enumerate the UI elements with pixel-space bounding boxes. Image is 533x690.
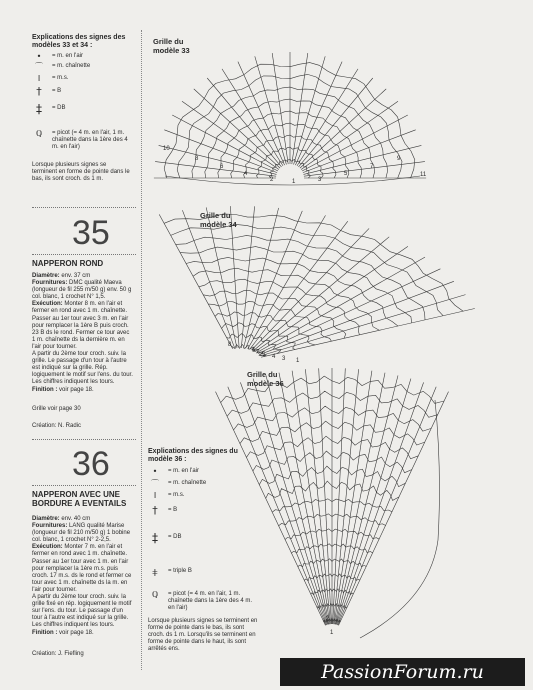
model-36-para: Diamètre: env. 40 cm <box>32 516 91 522</box>
stitch-spoke <box>255 56 287 164</box>
stitch-spoke <box>216 392 326 626</box>
ring-arc <box>164 63 415 178</box>
stitch-spoke <box>333 368 346 624</box>
model-35-para: Diamètre: env. 37 cm <box>32 273 91 279</box>
stitch-spoke <box>304 162 425 177</box>
stitch-spoke <box>292 53 308 164</box>
db-icon: ‡ <box>152 531 158 545</box>
ring-arc <box>186 257 398 326</box>
stitch-spoke <box>253 379 328 625</box>
legend-text: = B <box>52 88 62 94</box>
model-35-grid-ref: Grille voir page 30 <box>32 406 81 412</box>
stitch-spoke <box>257 257 425 353</box>
legend-row-picot: ℚ = picot (= 4 m. en l'air, 1 m. chaînette dans la 1ère des 4 m. en l'air) <box>148 591 260 612</box>
legend-36-title: Explications des signes du modèle 36 : <box>148 448 238 463</box>
row-number: 2 <box>326 616 330 622</box>
row-number: 5 <box>344 171 348 177</box>
stitch-spoke <box>295 62 342 166</box>
picot-icon: ℚ <box>151 590 159 599</box>
grid-36-label: Grille du modèle 36 <box>247 370 284 388</box>
model-36-number: 36 <box>72 445 110 483</box>
stitch-spoke <box>334 371 372 625</box>
stitch-spoke <box>337 382 424 624</box>
row-number: 4 <box>244 171 248 177</box>
db-icon: ‡ <box>36 102 42 116</box>
grid-33-label: Grille du modèle 33 <box>153 37 190 55</box>
stitch-spoke <box>230 206 239 348</box>
stitch-spoke <box>240 382 327 624</box>
stitch-spoke <box>279 373 329 625</box>
row-number: 9 <box>397 156 401 162</box>
stitch-spoke <box>336 375 398 624</box>
b-icon: † <box>152 504 158 517</box>
stitch-spoke <box>336 379 411 625</box>
legend-33-34-note: Lorsque plusieurs signes se terminent en forme de pointe dans le bas, ils sont croch. ds 1 m. <box>32 162 130 182</box>
stitch-spoke <box>207 78 281 167</box>
stitch-spoke <box>261 309 475 358</box>
stitch-spoke <box>299 78 373 167</box>
legend-row-b: † = B <box>148 507 258 515</box>
grid-33-diagram <box>154 52 426 185</box>
picot-icon: ℚ <box>35 129 43 138</box>
model-35-number: 35 <box>72 214 110 252</box>
dot-icon: • <box>36 52 42 61</box>
row-number: 2 <box>270 177 274 183</box>
row-number: 10 <box>163 146 170 152</box>
model-36-title: NAPPERON AVEC UNE BORDURE A EVENTAILS <box>32 490 127 508</box>
stitch-spoke <box>228 387 326 625</box>
model-36-para: Fournitures: LANG qualité Marise (longueur de fil 210 m/50 g) 1 bobine col. blanc, 1 crochet N° 2-2,5. <box>32 523 131 544</box>
row-number: 3 <box>282 356 286 362</box>
stitch-spoke <box>206 207 237 348</box>
row-number: 5 <box>262 352 266 358</box>
row-number: 1 <box>292 179 296 185</box>
model-35-para: Finition : voir page 18. <box>32 386 94 393</box>
grid-34-diagram <box>159 206 475 357</box>
model-35-para: Exécution: Monter 8 m. en l'air et fermer en rond avec 1 m. chaînette. Passer au 1er tour avec 3 m. en l'air pour remplacer la 1ère B puis croch. 23 B ds le rond. Fermer ce tour avec 1 m. chaînette ds la dernière m. en l'air pour tourner. <box>32 301 130 350</box>
row-number: 11 <box>420 172 427 178</box>
legend-text: = DB <box>52 105 66 111</box>
row-number: 8 <box>195 156 199 162</box>
stitch-spoke <box>297 69 358 166</box>
dot-icon: • <box>152 467 158 476</box>
grid-36-diagram <box>216 368 449 638</box>
row-number: 8 <box>228 342 232 348</box>
model-36-creation: Création: J. Fiefling <box>32 651 84 657</box>
legend-row-arc: ⌒ = m. chaînette <box>148 480 258 488</box>
stitch-spoke <box>194 89 280 168</box>
legend-text: = m. chaînette <box>52 63 91 69</box>
model-36-para: Exécution: Monter 7 m. en l'air et fermer en rond avec 1 m. chaînette. Passer au 1er tour avec 1 m. en l'air pour remplacer la 1ère m.s. puis croch. 17 m.s. ds le rond et fermer ce tour avec 1 m. chaînette ds la m. en l'air pour tourner. <box>32 544 132 593</box>
stitch-spoke <box>246 211 303 349</box>
legend-row-dot: • = m. en l'air <box>148 468 258 476</box>
legend-text: = picot (= 4 m. en l'air, 1 m. chaînette dans la 1ère des 4 m. en l'air) <box>52 130 128 150</box>
legend-33-34-title: Explications des signes des modèles 33 et 34 : <box>32 34 126 49</box>
row-number: 3 <box>318 177 322 183</box>
ring-arc <box>180 247 412 323</box>
stitch-spoke <box>182 210 234 348</box>
model-36-para: A partir du 2ème tour croch. suiv. la grille fixé en rép. logiquement le motif sur l'ens. du tour. Le passage d'un tour à l'autre est indiqué sur la grille. Les chiffres indiquent les tours. <box>32 594 132 629</box>
legend-text: = m.s. <box>52 75 69 81</box>
stitch-spoke <box>248 215 326 348</box>
row-number: 7 <box>370 164 374 170</box>
stitch-spoke <box>339 392 449 626</box>
grid-34-label: Grille du modèle 34 <box>200 211 237 229</box>
model-35-title: NAPPERON ROND <box>32 259 104 268</box>
legend-36-note: Lorsque plusieurs signes se terminent en forme de pointe dans le bas, ils sont croch. ds 1 m. Lorsqu'ils se terminent en forme de pointe dans le haut, ils sont arrêtés ens. <box>148 618 258 652</box>
legend-row-triple-b: ⧧ = triple B <box>148 568 258 576</box>
model-35-para: Fournitures: DMC qualité Maeva (longueur de fil 255 m/50 g) env. 50 g col. blanc, 1 crochet N° 1,5. <box>32 280 132 301</box>
row-number: 1 <box>330 630 334 636</box>
row-number: 6 <box>252 348 256 354</box>
row-number: 1 <box>296 358 300 364</box>
stitch-spoke <box>292 371 330 625</box>
legend-text: = m. en l'air <box>52 53 83 59</box>
stitch-spoke <box>294 56 326 164</box>
stitch-spoke <box>258 269 440 354</box>
row-number: 4 <box>272 354 276 360</box>
watermark-logo: PassionForum.ru <box>280 658 525 686</box>
stitch-spoke <box>172 115 278 171</box>
stitch-spoke <box>272 53 288 164</box>
stitch-spoke <box>302 115 408 171</box>
stitch-spoke <box>255 246 408 351</box>
stitch-spoke <box>159 214 233 348</box>
stitch-spoke <box>244 208 279 348</box>
arc-icon: ⌒ <box>35 62 43 71</box>
stitch-spoke <box>241 206 254 348</box>
stitch-spoke <box>338 387 436 625</box>
arc-icon: ⌒ <box>151 479 159 488</box>
model-36-para: Finition : voir page 18. <box>32 629 94 636</box>
legend-row-db: ‡ = DB <box>148 534 258 542</box>
b-icon: † <box>36 85 42 98</box>
legend-row-bar: I = m.s. <box>148 492 258 500</box>
row-number: 6 <box>220 164 224 170</box>
ring-arc <box>208 302 331 342</box>
triple-b-icon: ⧧ <box>151 565 159 579</box>
model-35-para: A partir du 2ème tour croch. suiv. la grille. Le passage d'un tour à l'autre est indiqué sur la grille. Rép. logiquement le motif sur l'ens. du tour. Les chiffres indiquent les tours. <box>32 351 133 386</box>
bar-icon: I <box>37 74 41 83</box>
model-35-creation: Création: N. Radic <box>32 423 82 429</box>
stitch-spoke <box>319 368 332 624</box>
bar-icon: I <box>153 491 157 500</box>
stitch-spoke <box>260 295 465 356</box>
stitch-spoke <box>222 69 283 166</box>
stitch-spoke <box>301 101 398 169</box>
